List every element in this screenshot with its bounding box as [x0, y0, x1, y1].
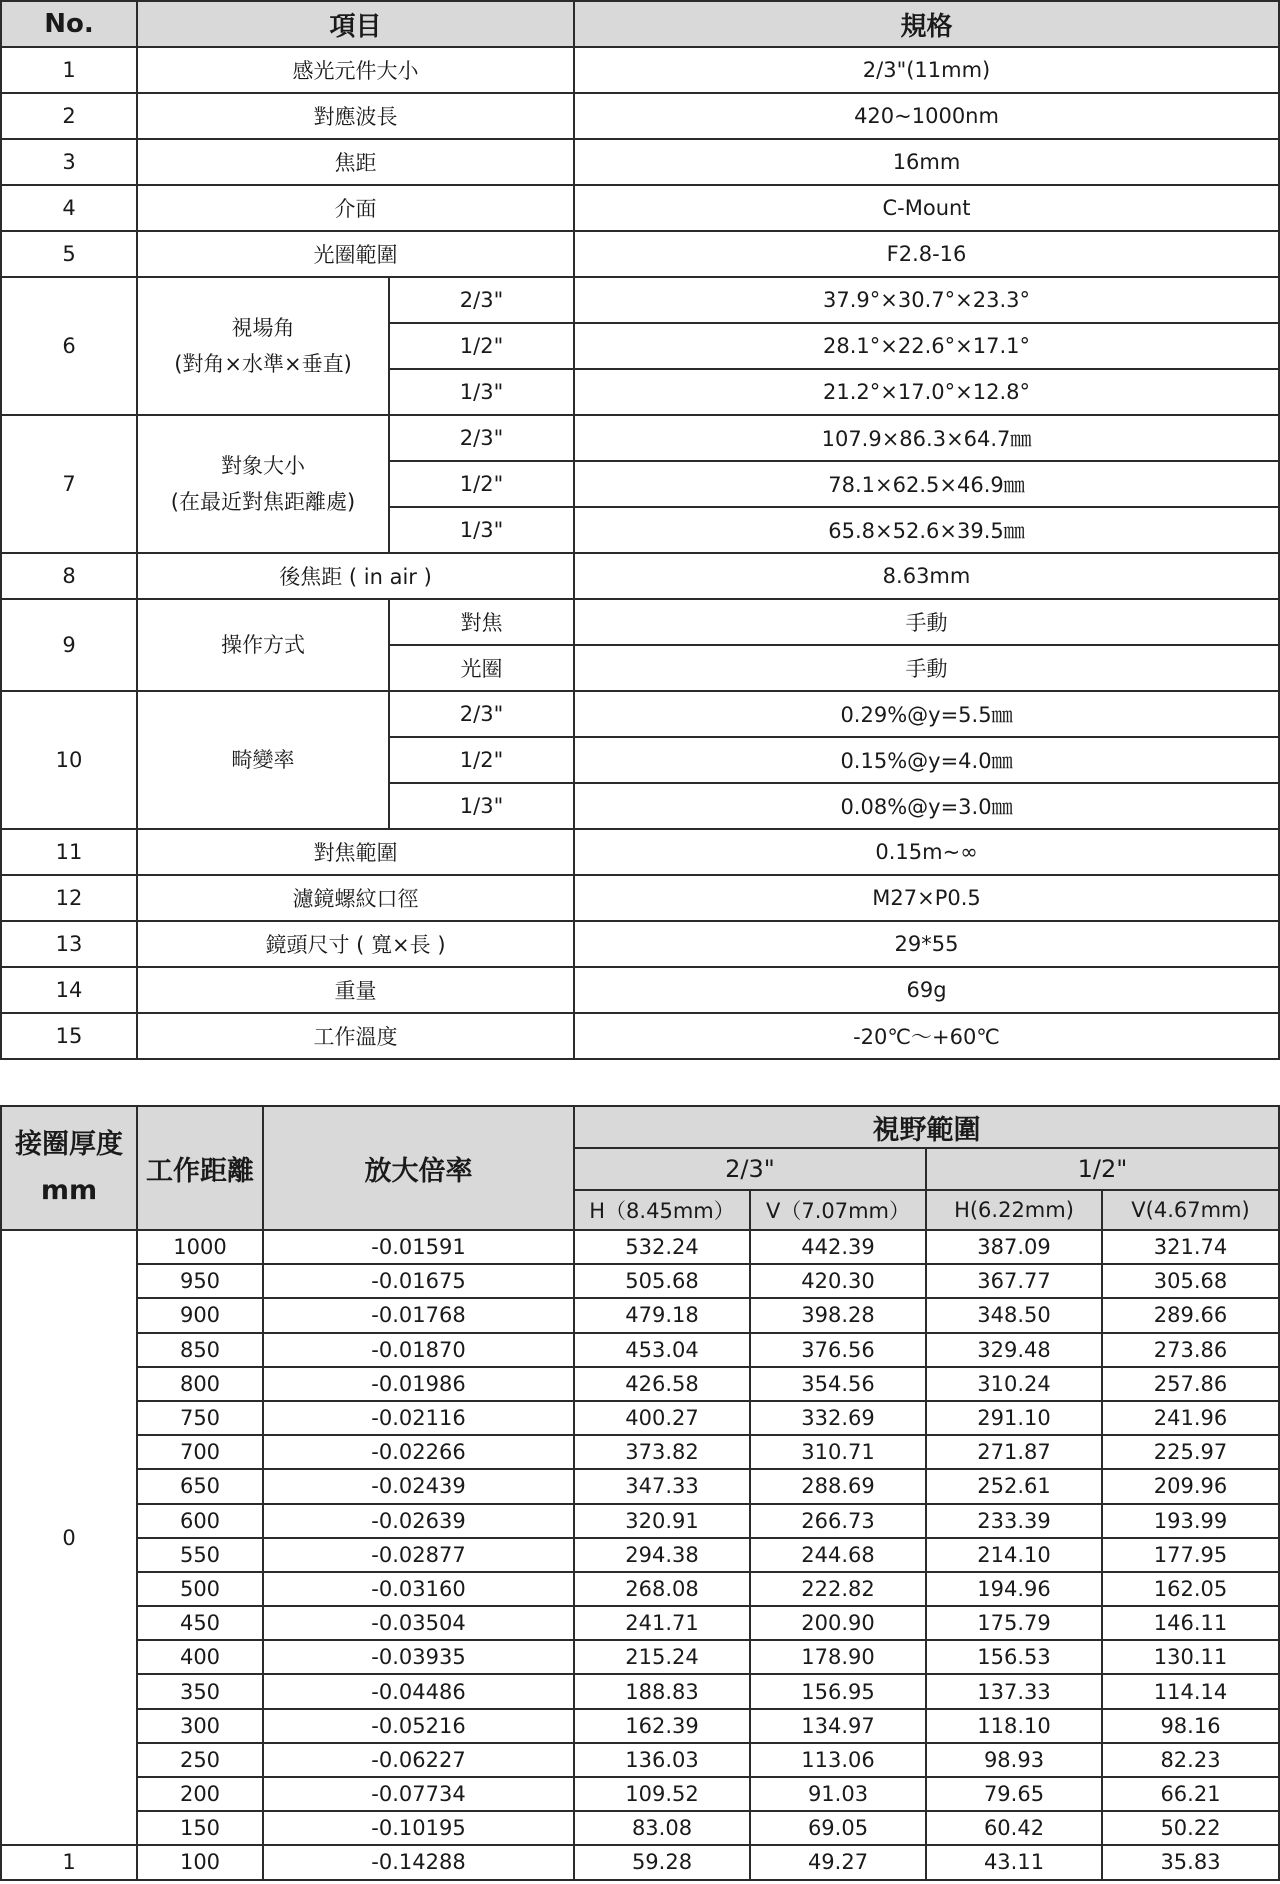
row-number: 6	[1, 277, 137, 415]
row-number: 2	[1, 93, 137, 139]
fov-v-1-2: 66.21	[1102, 1777, 1279, 1811]
spec-value: M27×P0.5	[574, 875, 1279, 921]
item-name: 重量	[137, 967, 574, 1013]
magnification: -0.07734	[263, 1777, 574, 1811]
fov-v-2-3: 288.69	[750, 1469, 926, 1503]
item-name: 濾鏡螺紋口徑	[137, 875, 574, 921]
sub-item: 1/2"	[389, 323, 574, 369]
fov-v-1-2: 35.83	[1102, 1845, 1279, 1879]
fov-h-2-3: 83.08	[574, 1811, 750, 1845]
row-number: 14	[1, 967, 137, 1013]
fov-v-2-3: 113.06	[750, 1743, 926, 1777]
fov-v-1-2: 273.86	[1102, 1333, 1279, 1367]
fov-h-2-3: 400.27	[574, 1401, 750, 1435]
sub-item: 1/3"	[389, 369, 574, 415]
spec-row	[1, 139, 1279, 185]
fov-body	[1, 1230, 1279, 1880]
fov-h-1-2: 137.33	[926, 1674, 1102, 1708]
spec-value: 0.15%@y=4.0㎜	[574, 737, 1279, 783]
header-v-1-2: V(4.67mm)	[1102, 1190, 1279, 1230]
fov-h-1-2: 233.39	[926, 1504, 1102, 1538]
item-name: 對焦範圍	[137, 829, 574, 875]
row-number: 3	[1, 139, 137, 185]
fov-v-1-2: 130.11	[1102, 1640, 1279, 1674]
sub-item: 1/2"	[389, 737, 574, 783]
spec-value: 78.1×62.5×46.9㎜	[574, 461, 1279, 507]
header-field-of-view: 視野範圍	[574, 1106, 1279, 1148]
fov-h-1-2: 329.48	[926, 1333, 1102, 1367]
working-distance: 1000	[137, 1230, 263, 1264]
working-distance: 150	[137, 1811, 263, 1845]
row-number: 11	[1, 829, 137, 875]
fov-v-1-2: 114.14	[1102, 1674, 1279, 1708]
ring-thickness: 0	[1, 1230, 137, 1845]
fov-v-2-3: 69.05	[750, 1811, 926, 1845]
spec-header-row	[1, 1, 1279, 47]
sub-item: 2/3"	[389, 415, 574, 461]
magnification: -0.10195	[263, 1811, 574, 1845]
spec-value: -20℃～+60℃	[574, 1013, 1279, 1059]
spec-value: 16mm	[574, 139, 1279, 185]
working-distance: 550	[137, 1538, 263, 1572]
sub-item: 2/3"	[389, 277, 574, 323]
fov-v-2-3: 134.97	[750, 1709, 926, 1743]
fov-v-2-3: 244.68	[750, 1538, 926, 1572]
spec-value: 0.08%@y=3.0㎜	[574, 783, 1279, 829]
item-name	[137, 277, 389, 415]
fov-v-1-2: 177.95	[1102, 1538, 1279, 1572]
item-name: 工作溫度	[137, 1013, 574, 1059]
magnification: -0.06227	[263, 1743, 574, 1777]
magnification: -0.03935	[263, 1640, 574, 1674]
fov-row	[1, 1538, 1279, 1572]
magnification: -0.02266	[263, 1435, 574, 1469]
fov-v-2-3: 310.71	[750, 1435, 926, 1469]
spec-value: 107.9×86.3×64.7㎜	[574, 415, 1279, 461]
fov-h-2-3: 162.39	[574, 1709, 750, 1743]
fov-row	[1, 1572, 1279, 1606]
fov-h-1-2: 214.10	[926, 1538, 1102, 1572]
fov-h-1-2: 79.65	[926, 1777, 1102, 1811]
fov-v-1-2: 50.22	[1102, 1811, 1279, 1845]
fov-h-2-3: 109.52	[574, 1777, 750, 1811]
header-spec: 規格	[574, 1, 1279, 47]
fov-row	[1, 1264, 1279, 1298]
fov-table	[0, 1105, 1280, 1881]
header-item: 項目	[137, 1, 574, 47]
header-no: No.	[1, 1, 137, 47]
sub-item: 1/3"	[389, 783, 574, 829]
magnification: -0.01870	[263, 1333, 574, 1367]
fov-v-2-3: 156.95	[750, 1674, 926, 1708]
fov-h-1-2: 98.93	[926, 1743, 1102, 1777]
fov-row	[1, 1709, 1279, 1743]
row-number: 15	[1, 1013, 137, 1059]
row-number: 12	[1, 875, 137, 921]
fov-h-1-2: 310.24	[926, 1367, 1102, 1401]
spec-row	[1, 185, 1279, 231]
working-distance: 600	[137, 1504, 263, 1538]
magnification: -0.01591	[263, 1230, 574, 1264]
fov-h-1-2: 252.61	[926, 1469, 1102, 1503]
fov-h-1-2: 156.53	[926, 1640, 1102, 1674]
item-name: 介面	[137, 185, 574, 231]
fov-h-2-3: 532.24	[574, 1230, 750, 1264]
fov-v-1-2: 82.23	[1102, 1743, 1279, 1777]
item-name: 後焦距 ( in air )	[137, 553, 574, 599]
fov-row	[1, 1367, 1279, 1401]
working-distance: 850	[137, 1333, 263, 1367]
spec-row	[1, 553, 1279, 599]
fov-row	[1, 1743, 1279, 1777]
magnification: -0.03160	[263, 1572, 574, 1606]
spec-row	[1, 1013, 1279, 1059]
fov-h-2-3: 479.18	[574, 1298, 750, 1332]
working-distance: 450	[137, 1606, 263, 1640]
magnification: -0.02439	[263, 1469, 574, 1503]
fov-v-2-3: 442.39	[750, 1230, 926, 1264]
row-number: 1	[1, 47, 137, 93]
item-name-line2: (對角×水準×垂直)	[174, 352, 352, 376]
fov-v-2-3: 398.28	[750, 1298, 926, 1332]
fov-h-2-3: 373.82	[574, 1435, 750, 1469]
spec-value: 28.1°×22.6°×17.1°	[574, 323, 1279, 369]
fov-v-2-3: 376.56	[750, 1333, 926, 1367]
spec-value: 65.8×52.6×39.5㎜	[574, 507, 1279, 553]
fov-v-1-2: 193.99	[1102, 1504, 1279, 1538]
fov-row	[1, 1435, 1279, 1469]
fov-h-2-3: 268.08	[574, 1572, 750, 1606]
fov-h-1-2: 43.11	[926, 1845, 1102, 1879]
fov-v-2-3: 49.27	[750, 1845, 926, 1879]
fov-v-2-3: 91.03	[750, 1777, 926, 1811]
fov-row	[1, 1777, 1279, 1811]
fov-v-2-3: 354.56	[750, 1367, 926, 1401]
fov-v-2-3: 266.73	[750, 1504, 926, 1538]
fov-header-row-1	[1, 1106, 1279, 1148]
magnification: -0.02116	[263, 1401, 574, 1435]
fov-v-1-2: 146.11	[1102, 1606, 1279, 1640]
fov-h-1-2: 367.77	[926, 1264, 1102, 1298]
row-number: 13	[1, 921, 137, 967]
sub-item: 1/2"	[389, 461, 574, 507]
spec-value: F2.8-16	[574, 231, 1279, 277]
header-magnification: 放大倍率	[263, 1106, 574, 1230]
magnification: -0.04486	[263, 1674, 574, 1708]
item-name: 焦距	[137, 139, 574, 185]
spec-row	[1, 875, 1279, 921]
fov-v-1-2: 225.97	[1102, 1435, 1279, 1469]
working-distance: 350	[137, 1674, 263, 1708]
row-number: 7	[1, 415, 137, 553]
spec-row	[1, 967, 1279, 1013]
fov-h-2-3: 136.03	[574, 1743, 750, 1777]
header-h-2-3: H（8.45mm）	[574, 1190, 750, 1230]
row-number: 4	[1, 185, 137, 231]
fov-h-2-3: 320.91	[574, 1504, 750, 1538]
working-distance: 500	[137, 1572, 263, 1606]
sub-item: 光圈	[389, 645, 574, 691]
fov-h-2-3: 215.24	[574, 1640, 750, 1674]
working-distance: 200	[137, 1777, 263, 1811]
fov-v-1-2: 289.66	[1102, 1298, 1279, 1332]
item-name: 畸變率	[137, 691, 389, 829]
row-number: 9	[1, 599, 137, 691]
fov-v-1-2: 305.68	[1102, 1264, 1279, 1298]
fov-v-1-2: 257.86	[1102, 1367, 1279, 1401]
spec-value: 21.2°×17.0°×12.8°	[574, 369, 1279, 415]
fov-row	[1, 1298, 1279, 1332]
working-distance: 250	[137, 1743, 263, 1777]
working-distance: 800	[137, 1367, 263, 1401]
fov-h-1-2: 60.42	[926, 1811, 1102, 1845]
spec-row	[1, 93, 1279, 139]
fov-h-2-3: 241.71	[574, 1606, 750, 1640]
magnification: -0.01986	[263, 1367, 574, 1401]
header-v-2-3: V（7.07mm）	[750, 1190, 926, 1230]
spec-row	[1, 415, 1279, 461]
header-sensor-2-3: 2/3"	[574, 1148, 926, 1190]
spec-value: 420~1000nm	[574, 93, 1279, 139]
sub-item: 1/3"	[389, 507, 574, 553]
spec-value: 69g	[574, 967, 1279, 1013]
working-distance: 950	[137, 1264, 263, 1298]
header-working-distance: 工作距離	[137, 1106, 263, 1230]
fov-v-1-2: 321.74	[1102, 1230, 1279, 1264]
fov-v-2-3: 332.69	[750, 1401, 926, 1435]
fov-v-1-2: 241.96	[1102, 1401, 1279, 1435]
fov-h-2-3: 188.83	[574, 1674, 750, 1708]
spec-value: 0.29%@y=5.5㎜	[574, 691, 1279, 737]
fov-h-1-2: 194.96	[926, 1572, 1102, 1606]
fov-row	[1, 1401, 1279, 1435]
spec-value: 手動	[574, 599, 1279, 645]
spec-value: 29*55	[574, 921, 1279, 967]
fov-h-2-3: 59.28	[574, 1845, 750, 1879]
header-ring-thickness	[1, 1106, 137, 1230]
row-number: 8	[1, 553, 137, 599]
working-distance: 650	[137, 1469, 263, 1503]
ring-thickness: 1	[1, 1845, 137, 1879]
working-distance: 400	[137, 1640, 263, 1674]
fov-row	[1, 1230, 1279, 1264]
magnification: -0.05216	[263, 1709, 574, 1743]
spec-row	[1, 277, 1279, 323]
fov-row	[1, 1811, 1279, 1845]
item-name: 感光元件大小	[137, 47, 574, 93]
fov-h-1-2: 118.10	[926, 1709, 1102, 1743]
item-name-line1: 對象大小	[221, 454, 305, 478]
fov-v-2-3: 200.90	[750, 1606, 926, 1640]
fov-h-1-2: 348.50	[926, 1298, 1102, 1332]
fov-row	[1, 1845, 1279, 1879]
item-name-line1: 視場角	[231, 316, 295, 340]
spec-row	[1, 691, 1279, 737]
fov-v-1-2: 209.96	[1102, 1469, 1279, 1503]
working-distance: 100	[137, 1845, 263, 1879]
item-name: 鏡頭尺寸 ( 寬×長 )	[137, 921, 574, 967]
fov-h-1-2: 175.79	[926, 1606, 1102, 1640]
spec-value: 手動	[574, 645, 1279, 691]
fov-row	[1, 1504, 1279, 1538]
working-distance: 900	[137, 1298, 263, 1332]
item-name: 光圈範圍	[137, 231, 574, 277]
spec-value: 2/3"(11mm)	[574, 47, 1279, 93]
fov-h-1-2: 271.87	[926, 1435, 1102, 1469]
spec-value: 8.63mm	[574, 553, 1279, 599]
working-distance: 750	[137, 1401, 263, 1435]
magnification: -0.01675	[263, 1264, 574, 1298]
magnification: -0.02639	[263, 1504, 574, 1538]
fov-h-2-3: 453.04	[574, 1333, 750, 1367]
fov-v-2-3: 178.90	[750, 1640, 926, 1674]
spec-value: 0.15m~∞	[574, 829, 1279, 875]
spec-row	[1, 599, 1279, 645]
ring-label-line2: mm	[40, 1175, 98, 1206]
header-h-1-2: H(6.22mm)	[926, 1190, 1102, 1230]
sub-item: 對焦	[389, 599, 574, 645]
item-name: 對應波長	[137, 93, 574, 139]
spec-row	[1, 231, 1279, 277]
fov-h-2-3: 347.33	[574, 1469, 750, 1503]
fov-v-2-3: 420.30	[750, 1264, 926, 1298]
magnification: -0.02877	[263, 1538, 574, 1572]
fov-row	[1, 1674, 1279, 1708]
spec-body	[1, 47, 1279, 1059]
fov-h-2-3: 426.58	[574, 1367, 750, 1401]
working-distance: 700	[137, 1435, 263, 1469]
spec-row	[1, 47, 1279, 93]
item-name: 操作方式	[137, 599, 389, 691]
item-name	[137, 415, 389, 553]
spec-row	[1, 829, 1279, 875]
magnification: -0.14288	[263, 1845, 574, 1879]
fov-h-1-2: 291.10	[926, 1401, 1102, 1435]
sub-item: 2/3"	[389, 691, 574, 737]
fov-row	[1, 1640, 1279, 1674]
ring-label-line1: 接圈厚度	[15, 1129, 123, 1160]
fov-row	[1, 1333, 1279, 1367]
fov-row	[1, 1606, 1279, 1640]
magnification: -0.03504	[263, 1606, 574, 1640]
header-sensor-1-2: 1/2"	[926, 1148, 1279, 1190]
fov-h-2-3: 294.38	[574, 1538, 750, 1572]
spec-value: C-Mount	[574, 185, 1279, 231]
magnification: -0.01768	[263, 1298, 574, 1332]
fov-v-1-2: 98.16	[1102, 1709, 1279, 1743]
fov-h-1-2: 387.09	[926, 1230, 1102, 1264]
row-number: 10	[1, 691, 137, 829]
row-number: 5	[1, 231, 137, 277]
fov-v-2-3: 222.82	[750, 1572, 926, 1606]
fov-h-2-3: 505.68	[574, 1264, 750, 1298]
item-name-line2: (在最近對焦距離處)	[170, 490, 356, 514]
fov-row	[1, 1469, 1279, 1503]
spec-value: 37.9°×30.7°×23.3°	[574, 277, 1279, 323]
spec-row	[1, 921, 1279, 967]
fov-v-1-2: 162.05	[1102, 1572, 1279, 1606]
working-distance: 300	[137, 1709, 263, 1743]
